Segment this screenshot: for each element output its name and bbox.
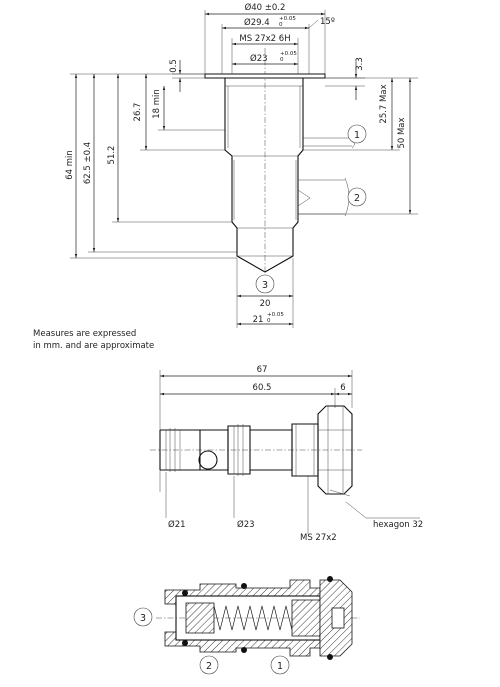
dim-d294-tol-up: +0.05 [279, 16, 296, 22]
dim-d294-tol-lo: 0 [279, 22, 283, 28]
section-port-1-label: 1 [276, 661, 284, 672]
dim-6: 6 [340, 383, 346, 393]
dim-64: 64 min [65, 150, 75, 180]
dim-33: 3.3 [355, 57, 365, 71]
dim-20: 20 [259, 299, 271, 309]
dim-d23-tol-up: +0.05 [280, 51, 297, 57]
dim-d23-side: Ø23 [237, 520, 255, 530]
dim-thread-side: MS 27x2 [300, 533, 337, 543]
dim-angle: 15º [320, 17, 335, 27]
dim-d23-tol-lo: 0 [280, 57, 284, 63]
port-1-label: 1 [353, 130, 361, 141]
dim-267: 26.7 [133, 102, 143, 122]
dim-257: 25.7 Max [379, 84, 389, 124]
note-line-2: in mm. and are approximate [33, 341, 155, 351]
cartridge-section-view [134, 576, 360, 674]
measurement-note [33, 329, 154, 351]
dim-d23: Ø23 [250, 54, 268, 64]
dim-d21-side: Ø21 [168, 520, 186, 530]
dim-od40: Ø40 ±0.2 [244, 3, 286, 13]
section-port-3-label: 3 [139, 613, 147, 624]
o-ring-2 [182, 640, 188, 646]
section-spool [186, 603, 214, 633]
dim-512: 51.2 [107, 145, 117, 165]
port-3-label: 3 [261, 280, 269, 291]
cartridge-side-view [150, 365, 423, 543]
o-ring-1 [182, 590, 188, 596]
dim-thread-cavity: MS 27x2 6H [239, 34, 291, 44]
dim-67: 67 [256, 365, 268, 375]
note-line-1: Measures are expressed [33, 329, 137, 339]
dim-625: 62.5 ±0.4 [83, 141, 93, 185]
port-1-duct [303, 138, 352, 146]
section-port-2-label: 2 [205, 661, 213, 672]
dim-18: 18 min [152, 89, 162, 119]
dim-21: 21 [252, 315, 264, 325]
o-ring-3 [241, 583, 247, 589]
dim-21-tol-lo: 0 [267, 318, 271, 324]
dim-605: 60.5 [252, 383, 272, 393]
dim-d294: Ø29.4 [244, 18, 270, 28]
section-adjuster [292, 600, 320, 636]
cavity-flange [205, 74, 325, 78]
o-ring-5 [327, 576, 333, 582]
dim-21-tol-up: +0.05 [267, 312, 284, 318]
dim-hexagon: hexagon 32 [373, 520, 424, 530]
o-ring-4 [241, 647, 247, 653]
dim-05: 0.5 [169, 59, 179, 73]
side-port-hole [199, 451, 217, 469]
cavity-upper-bore [225, 78, 303, 272]
cavity-view [65, 2, 418, 328]
port-2-duct [298, 180, 345, 214]
dim-50: 50 Max [397, 117, 407, 149]
o-ring-6 [327, 654, 333, 660]
port-2-label: 2 [353, 193, 361, 204]
